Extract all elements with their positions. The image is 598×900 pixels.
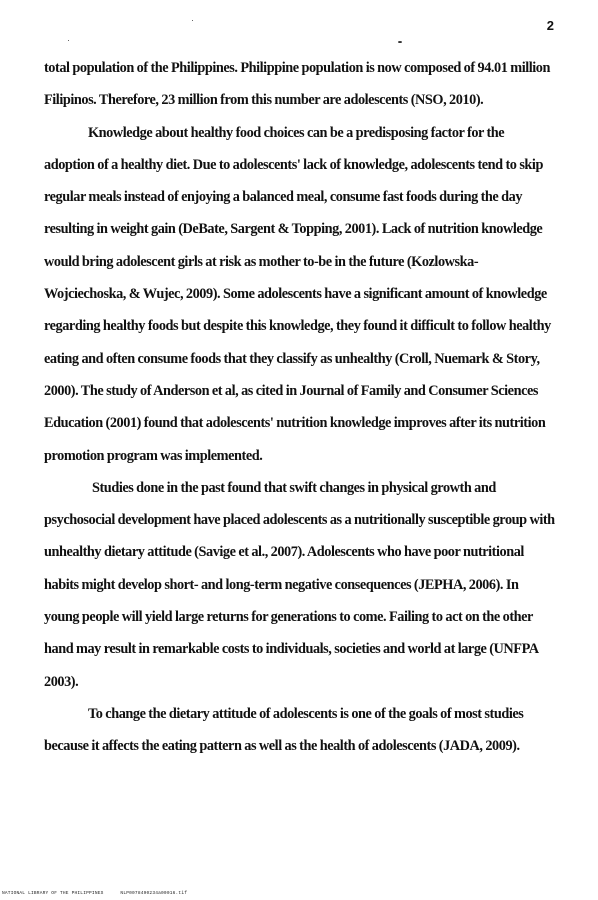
footer-library: NATIONAL LIBRARY OF THE PHILIPPINES bbox=[2, 891, 104, 896]
scan-speck bbox=[192, 20, 193, 21]
paragraph-studies: Studies done in the past found that swift changes in physical growth and psychosocial development have placed adolescents as a nutritionally susceptible group with unhealthy dietary attitude (Savige et al., 2007). Adolescents who have poor nutritional habits might develop short- and long-term negative consequences (JEPHA, 2006). In young people will yield large returns for generations to come. Failing to act on the other hand may result in remarkable costs to individuals, societies and world at large (UNFPA 2003). bbox=[44, 479, 555, 690]
scan-footer bbox=[2, 891, 187, 896]
scan-speck bbox=[398, 41, 402, 43]
page-number: 2 bbox=[546, 18, 554, 33]
paragraph-dietary-attitude: To change the dietary attitude of adolescents is one of the goals of most studies because it affects the eating pattern as well as the health of adolescents (JADA, 2009). bbox=[44, 705, 524, 755]
paragraph-knowledge: Knowledge about healthy food choices can be a predisposing factor for the adoption of a healthy diet. Due to adolescents' lack of knowledge, adolescents tend to skip regular meals instead of enjoying a balanced meal, consume fast foods during the day resulting in weight gain (DeBate, Sargent & Topping, 2001). Lack of nutrition knowledge would bring adolescent girls at risk as mother to-be in the future (Kozlowska-Wojciechoska, & Wujec, 2009). Some adolescents have a significant amount of knowledge regarding healthy foods but despite this knowledge, they found it difficult to follow healthy eating and often consume foods that they classify as unhealthy (Croll, Nuemark & Story, 2000). The study of Anderson et al, as cited in Journal of Family and Consumer Sciences Education (2001) found that adolescents' nutrition knowledge improves after its nutrition promotion program was implemented. bbox=[44, 124, 551, 464]
body-text bbox=[44, 52, 556, 763]
scan-speck bbox=[68, 40, 69, 41]
paragraph-continued: total population of the Philippines. Philippine population is now composed of 94.01 million Filipinos. Therefore, 23 million from this number are adolescents (NSO, 2010). bbox=[44, 60, 550, 109]
footer-code: NLP0078490234a00016.tif bbox=[120, 891, 188, 896]
